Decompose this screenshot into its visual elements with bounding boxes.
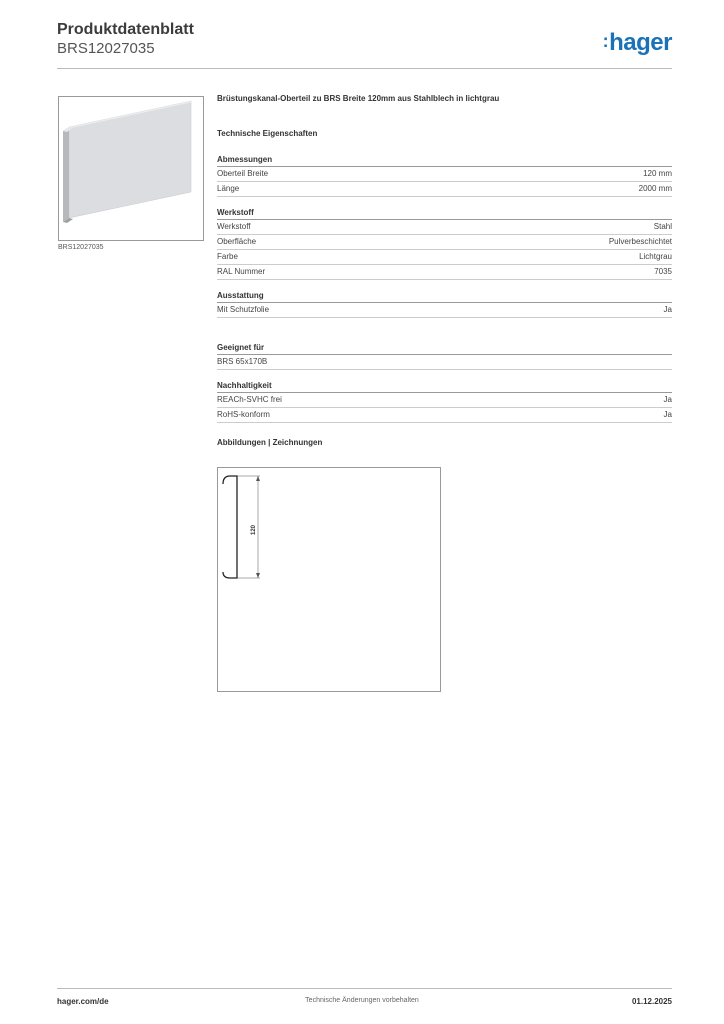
property-row <box>217 408 672 423</box>
property-value: 120 mm <box>643 169 672 178</box>
property-label: RoHS-konform <box>217 410 270 419</box>
hager-logo <box>603 29 672 57</box>
property-row <box>217 355 672 370</box>
property-label: BRS 65x170B <box>217 357 268 366</box>
footer-date: 01.12.2025 <box>631 997 672 1006</box>
product-image <box>58 96 204 241</box>
product-image-caption: BRS12027035 <box>58 244 104 251</box>
property-label: Farbe <box>217 252 238 261</box>
dimension-label: 120 <box>251 524 257 536</box>
footer-notice: Technische Änderungen vorbehalten <box>305 997 419 1004</box>
article-number: BRS12027035 <box>57 40 155 57</box>
section-werkstoff <box>217 208 672 280</box>
section-title: Ausstattung <box>217 291 672 303</box>
section-spacer <box>217 329 672 343</box>
logo-text: hager <box>609 29 672 56</box>
header-divider <box>57 68 672 69</box>
property-row <box>217 182 672 197</box>
footer-divider <box>57 988 672 989</box>
property-label: Werkstoff <box>217 222 251 231</box>
property-row <box>217 167 672 182</box>
product-illustration <box>59 97 203 240</box>
property-value: Ja <box>663 410 672 419</box>
page-title: Produktdatenblatt <box>57 21 194 38</box>
property-value: Pulverbeschichtet <box>608 237 672 246</box>
figures-heading: Abbildungen | Zeichnungen <box>217 438 323 447</box>
section-title: Nachhaltigkeit <box>217 381 672 393</box>
technical-properties-heading: Technische Eigenschaften <box>217 129 318 138</box>
property-value: Ja <box>663 395 672 404</box>
property-value: Stahl <box>653 222 672 231</box>
product-description: Brüstungskanal-Oberteil zu BRS Breite 120mm aus Stahlblech in lichtgrau <box>217 94 500 103</box>
property-label: Länge <box>217 184 240 193</box>
technical-drawing <box>217 467 441 692</box>
property-value: Lichtgrau <box>639 252 672 261</box>
properties-column <box>217 94 672 447</box>
property-label: RAL Nummer <box>217 267 266 276</box>
property-row <box>217 250 672 265</box>
property-label: REACh-SVHC frei <box>217 395 282 404</box>
property-row <box>217 265 672 280</box>
section-ausstattung <box>217 291 672 318</box>
logo-dots-icon: : <box>602 31 609 51</box>
property-row <box>217 235 672 250</box>
property-row <box>217 393 672 408</box>
section-nachhaltigkeit <box>217 381 672 423</box>
property-value: 7035 <box>654 267 672 276</box>
property-label: Oberfläche <box>217 237 257 246</box>
section-title: Abmessungen <box>217 155 672 167</box>
section-title: Werkstoff <box>217 208 672 220</box>
property-label: Oberteil Breite <box>217 169 269 178</box>
property-row <box>217 303 672 318</box>
section-title: Geeignet für <box>217 343 672 355</box>
section-geeignet-fuer <box>217 343 672 370</box>
property-row <box>217 220 672 235</box>
property-label: Mit Schutzfolie <box>217 305 270 314</box>
section-abmessungen <box>217 155 672 197</box>
property-value: 2000 mm <box>638 184 672 193</box>
drawing-svg <box>218 468 440 691</box>
footer-website-link[interactable]: hager.com/de <box>57 997 109 1006</box>
property-value: Ja <box>663 305 672 314</box>
